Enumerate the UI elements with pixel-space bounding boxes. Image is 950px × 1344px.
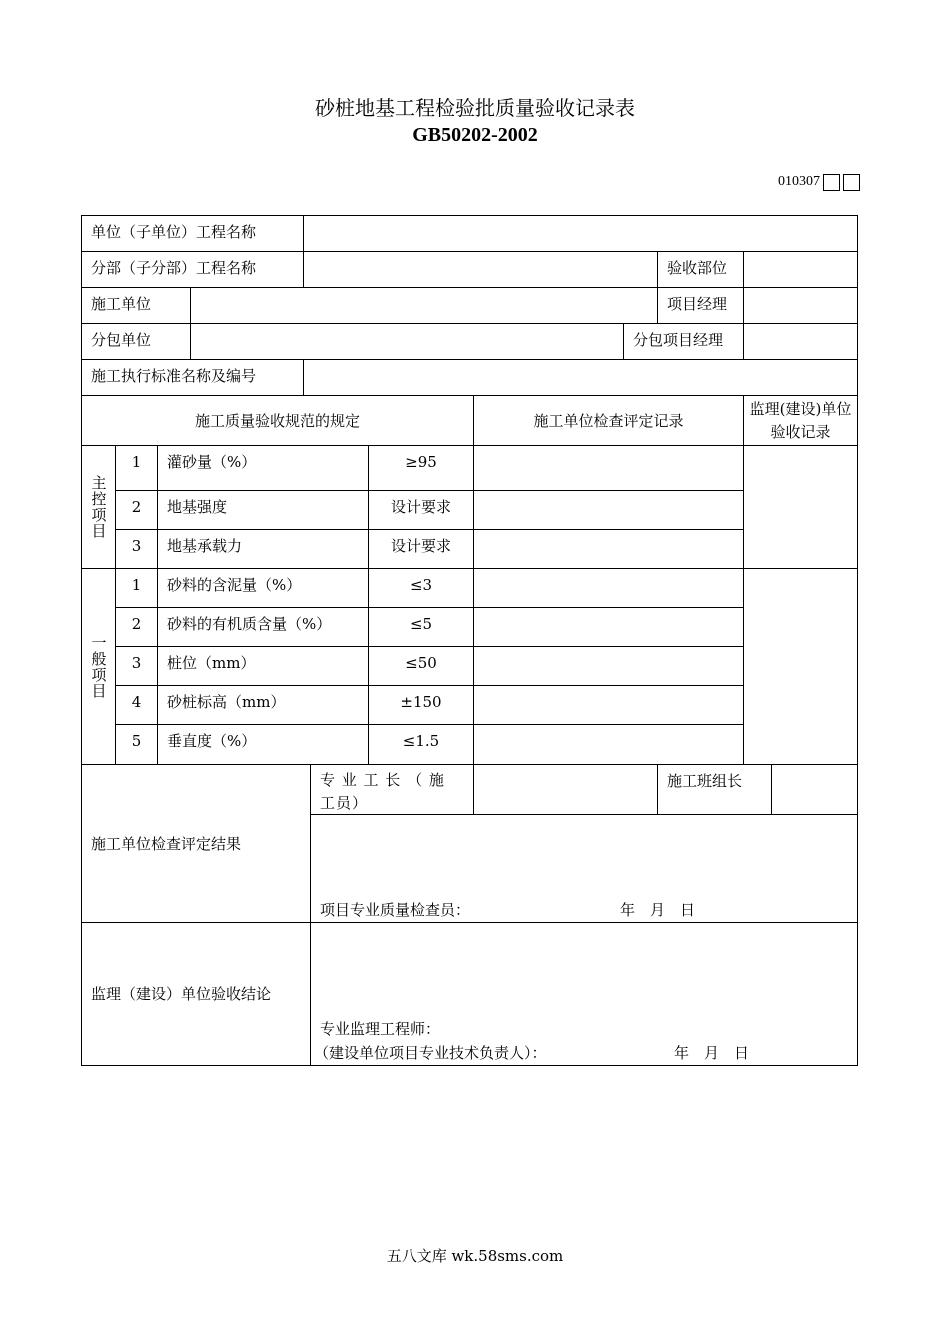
main-row-2-item: 地基强度 — [157, 490, 369, 530]
inspector-label: 项目专业质量检查员： — [320, 901, 471, 919]
main-row-1-record[interactable] — [473, 445, 744, 491]
result-section-label: 施工单位检查评定结果 — [81, 764, 311, 923]
general-row-5-value: ≤1.5 — [368, 724, 474, 765]
general-row-1-record[interactable] — [473, 568, 744, 608]
form-code — [778, 172, 860, 192]
label-subcontract-manager: 分包项目经理 — [623, 323, 744, 360]
footer-watermark: 五八文库 wk.58sms.com — [386, 1247, 564, 1265]
general-row-3-record[interactable] — [473, 646, 744, 686]
general-items-label — [81, 568, 116, 765]
label-acceptance-part: 验收部位 — [657, 251, 744, 288]
general-row-2-record[interactable] — [473, 607, 744, 647]
result-date: 年 月 日 — [620, 901, 696, 919]
general-row-2-no: 2 — [115, 607, 158, 647]
main-items-label — [81, 445, 116, 569]
col-header-supervision-record: 监理(建设)单位验收记录 — [743, 395, 858, 446]
general-row-3-item: 桩位（mm） — [157, 646, 369, 686]
col-header-spec: 施工质量验收规范的规定 — [81, 395, 474, 446]
field-subcontract-unit[interactable] — [190, 323, 624, 360]
main-row-3-value: 设计要求 — [368, 529, 474, 569]
conclusion-date: 年 月 日 — [674, 1044, 750, 1062]
main-items-label-text: 主控项目 — [89, 475, 108, 539]
standard-code: GB50202-2002 — [412, 124, 538, 146]
general-row-4-value: ±150 — [368, 685, 474, 725]
main-items-supervision[interactable] — [743, 445, 858, 569]
main-row-3-item: 地基承载力 — [157, 529, 369, 569]
label-unit-project-name: 单位（子单位）工程名称 — [81, 215, 304, 252]
general-row-3-value: ≤50 — [368, 646, 474, 686]
general-row-4-item: 砂桩标高（mm） — [157, 685, 369, 725]
field-subcontract-manager[interactable] — [743, 323, 858, 360]
main-row-2-record[interactable] — [473, 490, 744, 530]
general-row-3-no: 3 — [115, 646, 158, 686]
label-team-leader: 施工班组长 — [657, 764, 772, 815]
conclusion-section-label: 监理（建设）单位验收结论 — [81, 922, 311, 1066]
general-row-1-value: ≤3 — [368, 568, 474, 608]
general-row-1-no: 1 — [115, 568, 158, 608]
main-row-3-record[interactable] — [473, 529, 744, 569]
label-construction-unit: 施工单位 — [81, 287, 191, 324]
form-code-number: 010307 — [778, 174, 820, 189]
field-foreman[interactable] — [473, 764, 658, 815]
field-sub-project-name[interactable] — [303, 251, 658, 288]
form-code-box-1[interactable] — [823, 174, 840, 191]
label-project-manager: 项目经理 — [657, 287, 744, 324]
owner-rep-label: （建设单位项目专业技术负责人）： — [314, 1044, 547, 1062]
field-construction-unit[interactable] — [190, 287, 658, 324]
field-project-manager[interactable] — [743, 287, 858, 324]
general-row-5-item: 垂直度（%） — [157, 724, 369, 765]
main-row-1-value: ≥95 — [368, 445, 474, 491]
main-row-3-no: 3 — [115, 529, 158, 569]
main-row-2-no: 2 — [115, 490, 158, 530]
engineer-label: 专业监理工程师： — [320, 1020, 441, 1038]
form-code-box-2[interactable] — [843, 174, 860, 191]
main-row-1-item: 灌砂量（%） — [157, 445, 369, 491]
label-sub-project-name: 分部（子分部）工程名称 — [81, 251, 304, 288]
general-row-1-item: 砂料的含泥量（%） — [157, 568, 369, 608]
general-row-5-no: 5 — [115, 724, 158, 765]
page-title: 砂桩地基工程检验批质量验收记录表 — [315, 96, 635, 120]
general-row-2-item: 砂料的有机质含量（%） — [157, 607, 369, 647]
field-unit-project-name[interactable] — [303, 215, 858, 252]
label-foreman: 专 业 工 长 （ 施 工员） — [310, 764, 474, 815]
main-row-2-value: 设计要求 — [368, 490, 474, 530]
general-items-label-text: 一般项目 — [89, 634, 108, 699]
field-standard-name[interactable] — [303, 359, 858, 396]
general-row-2-value: ≤5 — [368, 607, 474, 647]
field-team-leader[interactable] — [771, 764, 858, 815]
general-row-4-no: 4 — [115, 685, 158, 725]
general-items-supervision[interactable] — [743, 568, 858, 765]
field-acceptance-part[interactable] — [743, 251, 858, 288]
general-row-5-record[interactable] — [473, 724, 744, 765]
col-header-check-record: 施工单位检查评定记录 — [473, 395, 744, 446]
main-row-1-no: 1 — [115, 445, 158, 491]
label-standard-name: 施工执行标准名称及编号 — [81, 359, 304, 396]
general-row-4-record[interactable] — [473, 685, 744, 725]
label-subcontract-unit: 分包单位 — [81, 323, 191, 360]
